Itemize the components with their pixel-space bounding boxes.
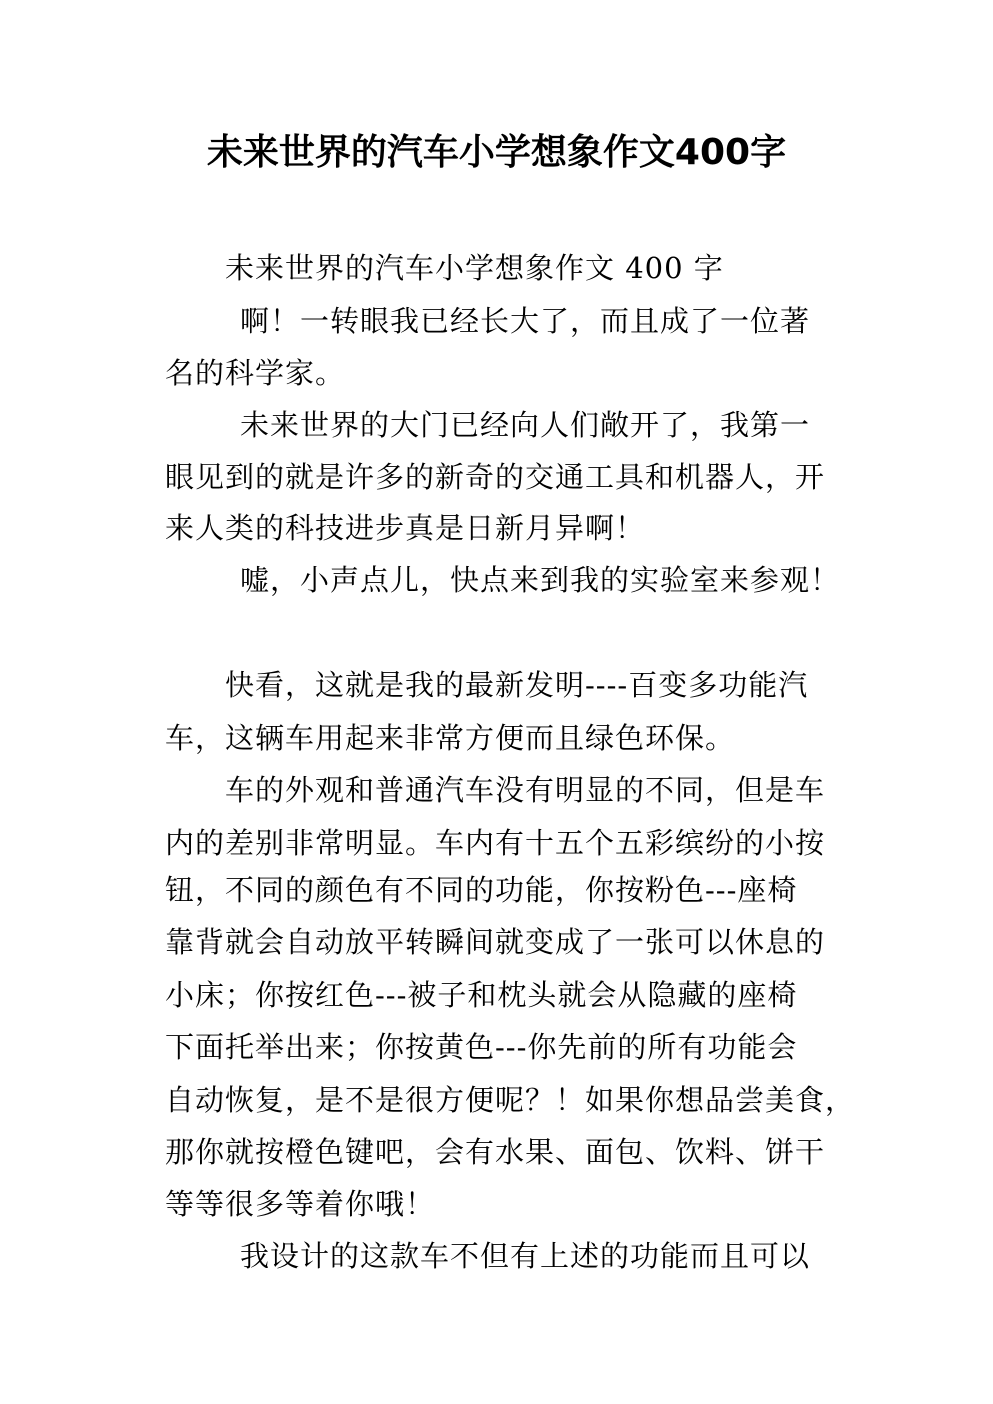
text-line: 未来世界的汽车小学想象作文 400 字 xyxy=(225,251,724,285)
text-line: 未来世界的大门已经向人们敞开了，我第一 xyxy=(240,408,811,442)
text-line: 嘘，小声点儿，快点来到我的实验室来参观！ xyxy=(240,563,841,597)
text-line: 来人类的科技进步真是日新月异啊！ xyxy=(165,511,646,545)
text-line: 小床；你按红色---被子和枕头就会从隐藏的座椅 xyxy=(165,978,798,1012)
text-line: 啊！一转眼我已经长大了，而且成了一位著 xyxy=(240,304,811,338)
text-line: 自动恢复，是不是很方便呢？！如果你想品尝美食， xyxy=(165,1083,856,1117)
text-line: 那你就按橙色键吧，会有水果、面包、饮料、饼干 xyxy=(165,1135,826,1169)
text-line: 靠背就会自动放平转瞬间就变成了一张可以休息的 xyxy=(165,925,826,959)
text-line: 车的外观和普通汽车没有明显的不同，但是车 xyxy=(225,773,826,807)
text-line: 车，这辆车用起来非常方便而且绿色环保。 xyxy=(165,721,736,755)
text-line: 钮，不同的颜色有不同的功能，你按粉色---座椅 xyxy=(165,873,798,907)
text-line: 等等很多等着你哦！ xyxy=(165,1187,436,1221)
text-line: 快看，这就是我的最新发明----百变多功能汽 xyxy=(225,668,809,702)
document-title: 未来世界的汽车小学想象作文400字 xyxy=(206,132,787,173)
text-line: 我设计的这款车不但有上述的功能而且可以 xyxy=(240,1239,811,1273)
text-line: 内的差别非常明显。车内有十五个五彩缤纷的小按 xyxy=(165,826,826,860)
text-line: 名的科学家。 xyxy=(165,356,346,390)
text-line: 下面托举出来；你按黄色---你先前的所有功能会 xyxy=(165,1030,798,1064)
text-line: 眼见到的就是许多的新奇的交通工具和机器人，开 xyxy=(165,460,826,494)
